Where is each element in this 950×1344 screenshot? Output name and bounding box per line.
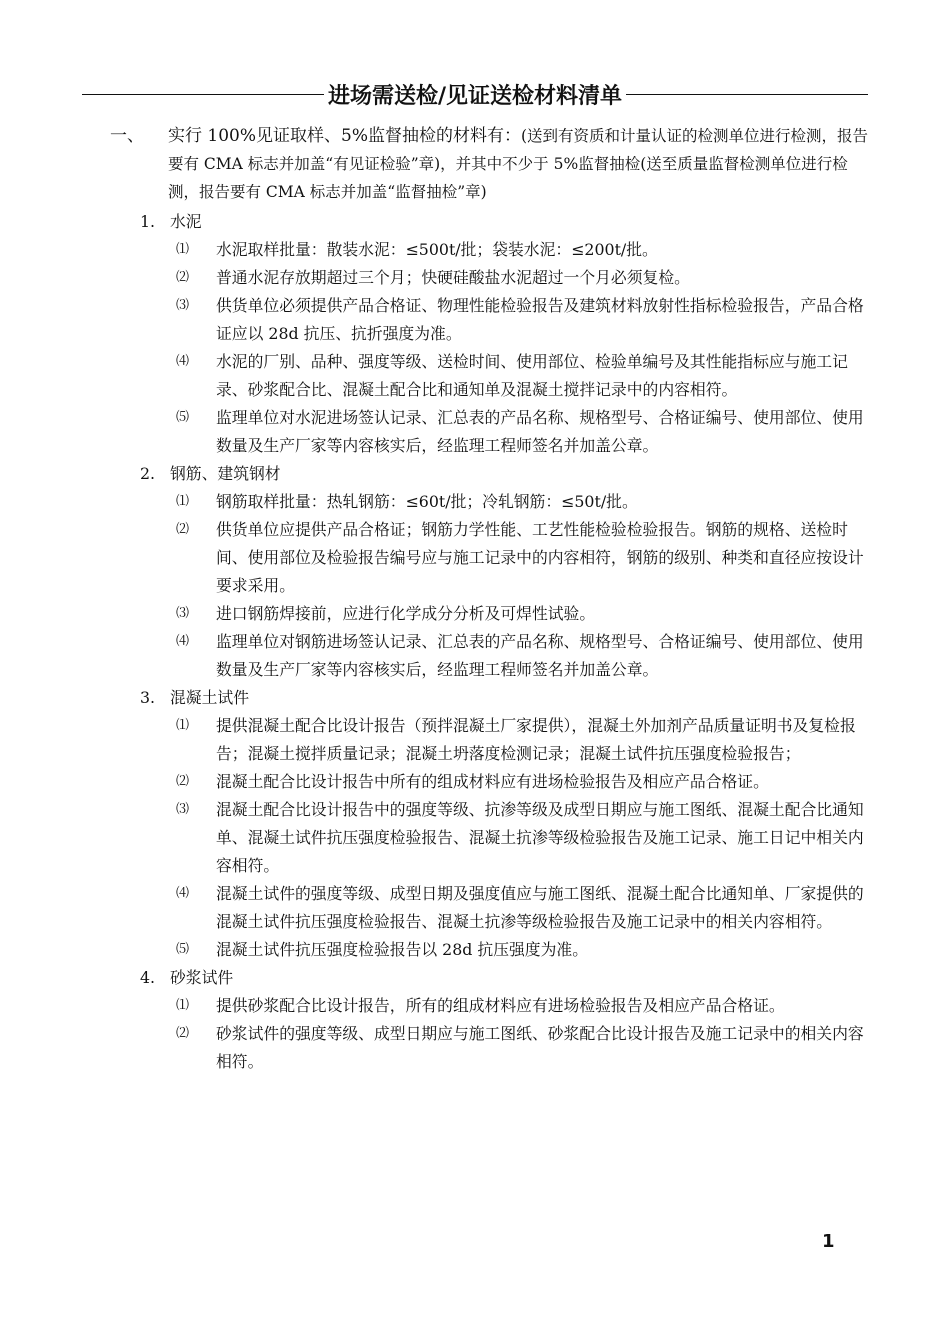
list-item: ⑴ 提供混凝土配合比设计报告（预拌混凝土厂家提供），混凝土外加剂产品质量证明书及复检报告；混凝土搅拌质量记录；混凝土坍落度检测记录；混凝土试件抗压强度检验报告； (176, 716, 856, 763)
material-list (140, 208, 870, 1076)
list-item: ⑴ 水泥取样批量：散装水泥：≤500t/批；袋装水泥：≤200t/批。 (176, 240, 658, 259)
section-number: 一、 (110, 126, 144, 146)
page-title: 进场需送检/见证送检材料清单 (0, 82, 950, 112)
list-item: ⑵ 供货单位应提供产品合格证；钢筋力学性能、工艺性能检验检验报告。钢筋的规格、送检时间、使用部位及检验报告编号应与施工记录中的内容相符，钢筋的级别、种类和直径应按设计要求采用。 (176, 520, 864, 595)
list-item: ⑶ 混凝土配合比设计报告中的强度等级、抗渗等级及成型日期应与施工图纸、混凝土配合比通知单、混凝土试件抗压强度检验报告、混凝土抗渗等级检验报告及施工记录、施工日记中相关内容相符。 (176, 800, 864, 875)
list-item: ⑸ 监理单位对水泥进场签认记录、汇总表的产品名称、规格型号、合格证编号、使用部位、使用数量及生产厂家等内容核实后，经监理工程师签名并加盖公章。 (176, 408, 864, 455)
list-item: ⑵ 混凝土配合比设计报告中所有的组成材料应有进场检验报告及相应产品合格证。 (176, 772, 769, 791)
section-intro (110, 122, 870, 206)
category-heading: 1. 水泥 (140, 212, 202, 231)
category-heading: 3. 混凝土试件 (140, 688, 249, 707)
list-item: ⑶ 供货单位必须提供产品合格证、物理性能检验报告及建筑材料放射性指标检验报告，产品合格证应以 28d 抗压、抗折强度为准。 (176, 296, 864, 343)
list-item: ⑷ 监理单位对钢筋进场签认记录、汇总表的产品名称、规格型号、合格证编号、使用部位、使用数量及生产厂家等内容核实后，经监理工程师签名并加盖公章。 (176, 632, 864, 679)
category-heading: 4. 砂浆试件 (140, 968, 234, 987)
section-body (168, 122, 870, 206)
list-item: ⑶ 进口钢筋焊接前，应进行化学成分分析及可焊性试验。 (176, 604, 596, 623)
list-item: ⑴ 钢筋取样批量：热轧钢筋：≤60t/批；冷轧钢筋：≤50t/批。 (176, 492, 638, 511)
list-item: ⑷ 混凝土试件的强度等级、成型日期及强度值应与施工图纸、混凝土配合比通知单、厂家提供的混凝土试件抗压强度检验报告、混凝土抗渗等级检验报告及施工记录中的相关内容相符。 (176, 884, 864, 931)
list-item: ⑵ 砂浆试件的强度等级、成型日期应与施工图纸、砂浆配合比设计报告及施工记录中的相关内容相符。 (176, 1024, 864, 1071)
section-lead: 实行 100%见证取样、5%监督抽检的材料有： (168, 126, 521, 146)
section-text: (送到有资质和计量认证的检测单位进行检测，报告要有 CMA 标志并加盖“有见证检验”章)，并其中不少于 5%监督抽检(送至质量监督检测单位进行检测，报告要有 CMA 标志并加盖“监督抽检”章) (168, 127, 869, 201)
list-item: ⑵ 普通水泥存放期超过三个月；快硬硅酸盐水泥超过一个月必须复检。 (176, 268, 690, 287)
list-item: ⑴ 提供砂浆配合比设计报告，所有的组成材料应有进场检验报告及相应产品合格证。 (176, 996, 785, 1015)
page-number: 1 (822, 1231, 835, 1252)
category-heading: 2. 钢筋、建筑钢材 (140, 464, 281, 483)
list-item: ⑷ 水泥的厂别、品种、强度等级、送检时间、使用部位、检验单编号及其性能指标应与施工记录、砂浆配合比、混凝土配合比和通知单及混凝土搅拌记录中的内容相符。 (176, 352, 848, 399)
list-item: ⑸ 混凝土试件抗压强度检验报告以 28d 抗压强度为准。 (176, 940, 588, 959)
